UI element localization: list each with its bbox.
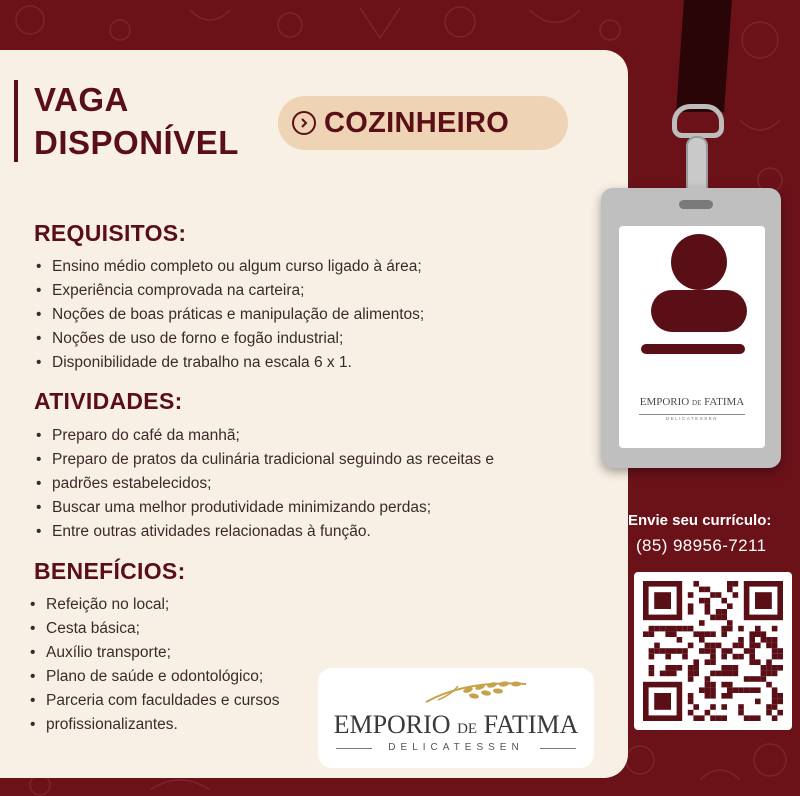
qr-code[interactable] <box>634 572 792 730</box>
avatar-head-icon <box>671 234 727 290</box>
list-item: • Noções de uso de forno e fogão industrial; <box>36 327 424 351</box>
circled-chevron-right-icon <box>292 111 316 135</box>
cta-label: Envie seu currículo: <box>628 512 772 529</box>
contact-phone[interactable]: (85) 98956-7211 <box>636 536 767 555</box>
atividades-list <box>36 424 494 544</box>
lanyard-strap <box>676 0 732 112</box>
list-item: • Ensino médio completo ou algum curso ligado à área; <box>36 255 424 279</box>
title-line-2: DISPONÍVEL <box>34 124 239 161</box>
emporio-logo <box>318 668 594 768</box>
list-item: • Plano de saúde e odontológico; <box>30 665 279 689</box>
list-item: • Disponibilidade de trabalho na escala 6 x 1. <box>36 351 424 375</box>
avatar-body-icon <box>651 290 747 332</box>
list-item: • Buscar uma melhor produtividade minimizando perdas; <box>36 496 494 520</box>
title-line-1: VAGA <box>34 81 129 118</box>
wheat-icon <box>318 670 594 710</box>
logo-subtitle: DELICATESSEN <box>336 742 576 753</box>
atividades-heading: ATIVIDADES: <box>34 388 183 414</box>
lanyard-clip-ring <box>672 104 724 138</box>
requisitos-list <box>36 255 424 375</box>
list-item: • Experiência comprovada na carteira; <box>36 279 424 303</box>
list-item-continuation: • profissionalizantes. <box>30 713 279 737</box>
logo-wordmark: EMPORIO DE FATIMA <box>333 710 579 739</box>
page-title <box>34 78 239 164</box>
list-item: • Preparo do café da manhã; <box>36 424 494 448</box>
id-badge <box>601 188 781 468</box>
list-item: • Cesta básica; <box>30 617 279 641</box>
position-pill <box>278 96 568 150</box>
position-title: COZINHEIRO <box>324 106 510 139</box>
list-item: • Auxílio transporte; <box>30 641 279 665</box>
badge-slot <box>679 200 713 209</box>
badge-card <box>619 226 765 448</box>
list-item: • Parceria com faculdades e cursos <box>30 689 279 713</box>
list-item: • Preparo de pratos da culinária tradicional seguindo as receitas e <box>36 448 494 472</box>
list-item: • Refeição no local; <box>30 593 279 617</box>
beneficios-list <box>30 593 279 737</box>
list-item: • Noções de boas práticas e manipulação de alimentos; <box>36 303 424 327</box>
requisitos-heading: REQUISITOS: <box>34 220 187 246</box>
list-item: • Entre outras atividades relacionadas à função. <box>36 520 494 544</box>
badge-logo-subtitle: DELICATESSEN <box>639 414 745 421</box>
title-accent-bar <box>14 80 18 162</box>
badge-logo-text: EMPORIO DE FATIMA <box>639 396 745 408</box>
beneficios-heading: BENEFÍCIOS: <box>34 558 186 584</box>
list-item-continuation: • padrões estabelecidos; <box>36 472 494 496</box>
name-placeholder-bar <box>641 344 745 354</box>
